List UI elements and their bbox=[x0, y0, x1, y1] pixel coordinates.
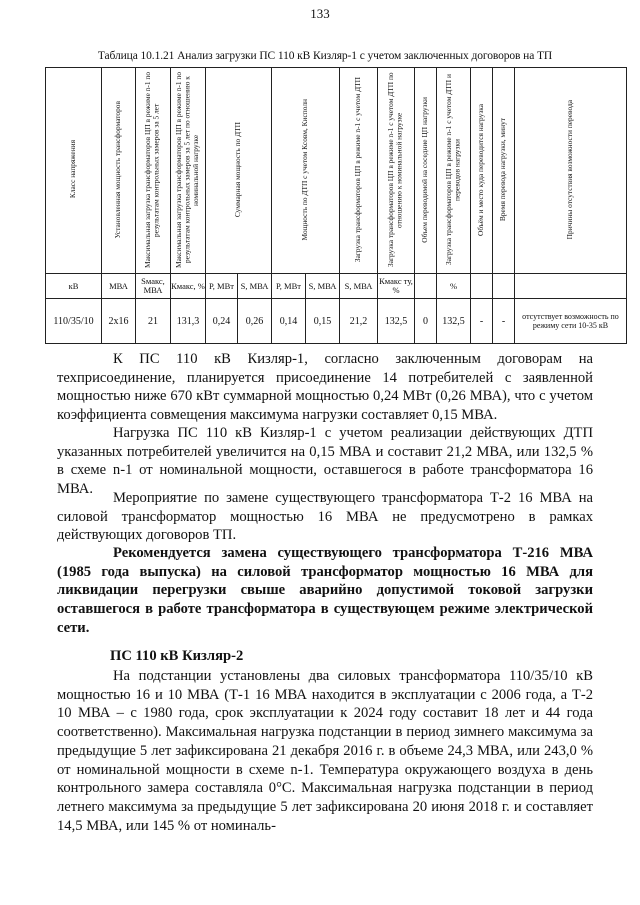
table-header-row bbox=[46, 68, 627, 274]
unit-cell: P, МВт bbox=[272, 274, 306, 299]
header-transfer-time: Время перевода нагрузки, минут bbox=[493, 68, 515, 274]
header-reason: Причины отсутствия возможности перевода bbox=[515, 68, 627, 274]
value-cell: 132,5 bbox=[437, 299, 471, 344]
value-cell: 0,24 bbox=[206, 299, 238, 344]
paragraph-recommendation: Рекомендуется замена существующего трансформатора Т-216 МВА (1985 года выпуска) на силовой трансформатор мощностью 16 МВА для ликвидации перегрузки свыше аварийно допустимой токовой загрузки оставшегося в работе трансформатора в существующем режиме электрической сети. bbox=[57, 545, 593, 636]
value-cell: 21 bbox=[136, 299, 171, 344]
header-load-after-transfer: Загрузка трансформаторов ЦП в режиме n-1 с учетом ДТП и переводов нагрузки bbox=[437, 68, 471, 274]
unit-cell: МВА bbox=[102, 274, 136, 299]
value-cell: 0,15 bbox=[306, 299, 340, 344]
paragraph-connections: К ПС 110 кВ Кизляр-1, согласно заключенным договорам на техприсоединение, планируется присоединение 14 потребителей с заявленной мощностью ниже 670 кВт суммарной мощностью 0,24 МВт (0,26 МВА), что с учетом коэффициента совмещения максимума нагрузки составляет 0,15 МВА. bbox=[57, 351, 593, 424]
header-load-n1-tp: Загрузка трансформаторов ЦП в режиме n-1 с учетом ДТП bbox=[340, 68, 378, 274]
value-cell: 0,26 bbox=[238, 299, 272, 344]
value-cell: - bbox=[493, 299, 515, 344]
header-max-load-pct: Максимальная загрузка трансформаторов ЦП в режиме n-1 по результатам контрольных замеров за 5 лет по отношению к номинальной нагрузке bbox=[171, 68, 206, 274]
value-cell: 132,5 bbox=[378, 299, 415, 344]
header-transfer-volume: Объем переводимой на соседние ЦП нагрузки bbox=[415, 68, 437, 274]
section-heading: ПС 110 кВ Кизляр-2 bbox=[110, 648, 244, 664]
unit-cell: S, МВА bbox=[306, 274, 340, 299]
unit-cell: % bbox=[437, 274, 471, 299]
value-cell: 2x16 bbox=[102, 299, 136, 344]
unit-cell bbox=[493, 274, 515, 299]
value-cell: 110/35/10 bbox=[46, 299, 102, 344]
table-units-row bbox=[46, 274, 627, 299]
unit-cell bbox=[515, 274, 627, 299]
unit-cell: Sмакс, МВА bbox=[136, 274, 171, 299]
table-row bbox=[46, 299, 627, 344]
value-cell: 0 bbox=[415, 299, 437, 344]
header-load-n1-tp-pct: Загрузка трансформаторов ЦП в режиме n-1 с учетом ДТП по отношению к номинальной нагрузке bbox=[378, 68, 415, 274]
header-transfer-place: Объём и место куда переводится нагрузка bbox=[471, 68, 493, 274]
unit-cell: S, МВА bbox=[340, 274, 378, 299]
value-cell: 0,14 bbox=[272, 299, 306, 344]
table-caption: Таблица 10.1.21 Анализ загрузки ПС 110 кВ Кизляр-1 с учетом заключенных договоров на ТП bbox=[97, 50, 553, 62]
unit-cell bbox=[471, 274, 493, 299]
value-cell: 131,3 bbox=[171, 299, 206, 344]
header-max-load-mva: Максимальная загрузка трансформаторов ЦП в режиме n-1 по результатам контрольных замеров за 5 лет bbox=[136, 68, 171, 274]
unit-cell: Кмакс ту, % bbox=[378, 274, 415, 299]
value-cell: 21,2 bbox=[340, 299, 378, 344]
unit-cell: P, МВт bbox=[206, 274, 238, 299]
header-installed-capacity: Установленная мощность трансформаторов bbox=[102, 68, 136, 274]
load-analysis-table bbox=[45, 67, 627, 344]
value-cell: - bbox=[471, 299, 493, 344]
header-total-tp-power: Суммарная мощность по ДТП bbox=[206, 68, 272, 274]
unit-cell: кВ bbox=[46, 274, 102, 299]
header-tp-power-kcoincide: Мощность по ДТП с учетом Ксовм, Кисполн bbox=[272, 68, 340, 274]
paragraph-measure: Мероприятие по замене существующего трансформатора Т-2 16 МВА на силовой трансформатор мощностью 16 МВА не предусмотрено в рамках действующих договоров ТП. bbox=[57, 490, 593, 544]
value-cell-reason: отсутствует возможность по режиму сети 10-35 кВ bbox=[515, 299, 627, 344]
unit-cell: Кмакс, % bbox=[171, 274, 206, 299]
unit-cell: S, МВА bbox=[238, 274, 272, 299]
paragraph-load-increase: Нагрузка ПС 110 кВ Кизляр-1 с учетом реализации действующих ДТП указанных потребителей увеличится на 0,15 МВА и составит 21,2 МВА, или 132,5 % в схеме n-1 от номинальной мощности, оставшегося в работе трансформатора 16 МВА. bbox=[57, 425, 593, 498]
paragraph-kizlyar2: На подстанции установлены два силовых трансформатора 110/35/10 кВ мощностью 16 и 10 МВА (Т-1 16 МВА находится в эксплуатации с 2006 года, а Т-2 10 МВА – с 1980 года, срок эксплуатации к 2024 году составит 18 лет и 44 года соответственно). Максимальная нагрузка подстанции в период зимнего максимума за предыдущие 5 лет зафиксирована 21 декабря 2016 г. в объеме 24,3 МВА, или 243,0 % от номинальной мощности в схеме n-1. Температура окружающего воздуха в день контрольного замера составляла 0°С. Максимальная нагрузка подстанции в период летнего максимума за предыдущие 5 лет зафиксирована 20 июня 2018 г. и составляет 14,5 МВА, или 145 % от номиналь- bbox=[57, 668, 593, 834]
unit-cell bbox=[415, 274, 437, 299]
header-voltage-class: Класс напряжения bbox=[46, 68, 102, 274]
page-number: 133 bbox=[310, 6, 330, 21]
